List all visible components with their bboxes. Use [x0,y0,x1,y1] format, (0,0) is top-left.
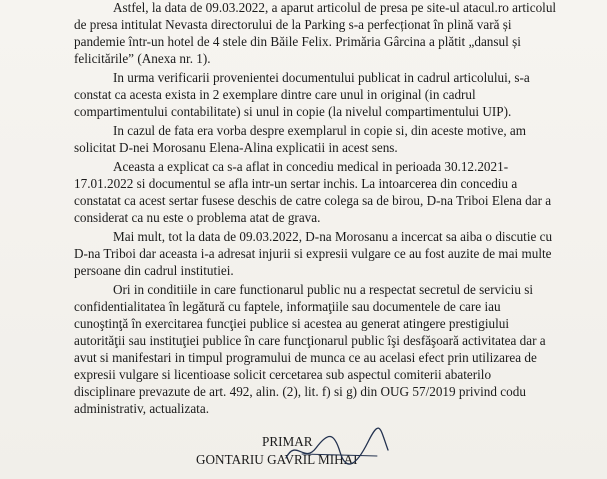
paragraph-2-line-3: compartimentului contabilitate) si unul in copie (la nivelul compartimentului UIP). [74,104,512,119]
paragraph-6-line-4: autorităţii sau instituţiei publice în care funcţionarul public îşi desfăşoară activitatea dar a [74,333,546,348]
paragraph-4-line-1: Aceasta a explicat ca s-a aflat in concediu medical in perioada 30.12.2021- [113,159,509,174]
paragraph-5-line-2: D-na Triboi dar aceasta i-a adresat injurii si expresii vulgare ce au fost auzite de mai multe [74,246,552,261]
paragraph-5-line-1: Mai mult, tot la data de 09.03.2022, D-na Morosanu a incercat sa aiba o discutie cu [113,229,553,244]
paragraph-1-line-4: felicitările” (Anexa nr. 1). [74,51,211,66]
paragraph-2-line-2: constat ca acesta exista in 2 exemplare dintre care unul in original (in cadrul [74,87,476,102]
paragraph-3-line-2: solicitat D-nei Morosanu Elena-Alina explicatii in acest sens. [74,140,398,155]
paragraph-6-line-3: cunoştinţă în exercitarea funcţiei publice si acestea au generat atingere prestigiului [74,316,509,331]
paragraph-1-line-1: Astfel, la data de 09.03.2022, a aparut articolul de presa pe site-ul atacul.ro articolul [113,0,557,15]
paragraph-6-line-1: Ori in conditiile in care functionarul public nu a respectat secretul de serviciu si [113,282,534,297]
paragraph-6-line-6: expresii vulgare si licentioase solicit cercetarea sub aspectul comiterii abaterilo [74,367,492,382]
signature-name: GONTARIU GAVRIL MIHAI [196,452,358,467]
paragraph-4-line-3: constatat ca acest sertar fusese deschis de catre colega sa de birou, D-na Triboi Elena dar a [74,193,552,208]
paragraph-2-line-1: In urma verificarii provenientei documentului publicat in cadrul articolului, s-a [113,70,530,85]
paragraph-6-line-8: administrativ, actualizata. [74,401,209,416]
paragraph-3-line-1: In cazul de fata era vorba despre exemplarul in copie si, din aceste motive, am [113,123,527,138]
paragraph-4-line-4: considerat ca nu este o problema atat de grava. [74,210,321,225]
paragraph-4-line-2: 17.01.2022 si documentul se afla intr-un sertar inchis. La intoarcerea din concediu a [74,176,518,191]
paragraph-1-line-3: pandemie într-un hotel de 4 stele din Băile Felix. Primăria Gârcina a plătit „dansul și [74,34,521,49]
paragraph-6-line-5: avut si manifestari in timpul programului de munca ce au acelasi efect prin utilizarea de [74,350,537,365]
paragraph-5-line-3: persoane din cadrul institutiei. [74,263,234,278]
paragraph-6-line-7: disciplinare prevazute de art. 492, alin. (2), lit. f) si g) din OUG 57/2019 privind codu [74,384,526,399]
signature-title: PRIMAR [262,434,313,449]
paragraph-1-line-2: de presa intitulat Nevasta directorului de la Parking s-a perfecționat în plină vară și [74,17,512,32]
paragraph-6-line-2: confidentialitatea în legătură cu faptele, informaţiile sau documentele de care iau [74,299,501,314]
